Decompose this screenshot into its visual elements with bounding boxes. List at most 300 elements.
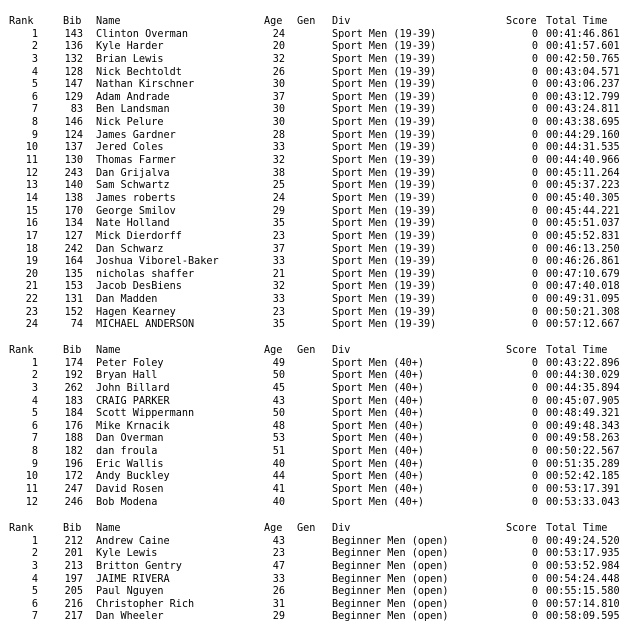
table-row	[0, 142, 640, 155]
cell-score: 0	[531, 104, 538, 116]
cell-div: Sport Men (19-39)	[332, 319, 437, 331]
cell-score: 0	[531, 53, 538, 65]
cell-div: Sport Men (19-39)	[332, 306, 437, 318]
cell-time: 00:49:58.263	[546, 433, 620, 445]
cell-name: Scott Wippermann	[96, 408, 195, 420]
cell-bib: 136	[64, 41, 83, 53]
cell-rank: 6	[31, 598, 38, 610]
cell-score: 0	[531, 471, 538, 483]
cell-bib: 197	[64, 573, 83, 585]
results-table-sport-men-40plus	[0, 345, 640, 509]
cell-time: 00:45:44.221	[546, 205, 620, 217]
cell-rank: 14	[25, 192, 38, 204]
cell-age: 49	[272, 357, 285, 369]
column-header-age: Age	[264, 16, 283, 27]
cell-score: 0	[531, 243, 538, 255]
cell-name: George Smilov	[96, 205, 176, 217]
cell-div: Beginner Men (open)	[332, 560, 449, 572]
cell-age: 43	[272, 535, 285, 547]
cell-time: 00:43:06.237	[546, 79, 620, 91]
table-row	[0, 244, 640, 257]
cell-time: 00:45:37.223	[546, 180, 620, 192]
cell-div: Sport Men (40+)	[332, 433, 425, 445]
results-table-sport-men-19-39	[0, 16, 640, 332]
cell-time: 00:51:35.289	[546, 458, 620, 470]
cell-score: 0	[531, 598, 538, 610]
cell-rank: 23	[25, 306, 38, 318]
table-header-row	[0, 16, 640, 29]
cell-score: 0	[531, 496, 538, 508]
cell-bib: 83	[70, 104, 83, 116]
cell-rank: 5	[31, 408, 38, 420]
cell-rank: 21	[25, 281, 38, 293]
cell-time: 00:44:30.029	[546, 370, 620, 382]
cell-rank: 12	[25, 167, 38, 179]
cell-score: 0	[531, 548, 538, 560]
cell-div: Sport Men (40+)	[332, 370, 425, 382]
cell-div: Sport Men (40+)	[332, 357, 425, 369]
cell-score: 0	[531, 230, 538, 242]
cell-score: 0	[531, 117, 538, 129]
cell-bib: 188	[64, 433, 83, 445]
cell-time: 00:53:33.043	[546, 496, 620, 508]
cell-div: Beginner Men (open)	[332, 611, 449, 623]
cell-rank: 19	[25, 256, 38, 268]
cell-name: Andrew Caine	[96, 535, 170, 547]
cell-time: 00:44:35.894	[546, 382, 620, 394]
table-header-row	[0, 523, 640, 536]
cell-rank: 20	[25, 268, 38, 280]
cell-name: James Gardner	[96, 129, 176, 141]
cell-bib: 137	[64, 142, 83, 154]
table-row	[0, 79, 640, 92]
cell-div: Sport Men (19-39)	[332, 205, 437, 217]
cell-name: Hagen Kearney	[96, 306, 176, 318]
table-row	[0, 574, 640, 587]
table-row	[0, 104, 640, 117]
cell-rank: 7	[31, 611, 38, 623]
table-row	[0, 396, 640, 409]
column-header-rank: Rank	[9, 345, 34, 356]
cell-name: JAIME RIVERA	[96, 573, 170, 585]
cell-rank: 2	[31, 370, 38, 382]
cell-div: Sport Men (19-39)	[332, 294, 437, 306]
cell-bib: 205	[64, 586, 83, 598]
cell-bib: 183	[64, 395, 83, 407]
cell-bib: 146	[64, 117, 83, 129]
cell-div: Sport Men (19-39)	[332, 66, 437, 78]
cell-bib: 262	[64, 382, 83, 394]
cell-time: 00:52:42.185	[546, 471, 620, 483]
table-row	[0, 206, 640, 219]
cell-age: 26	[272, 66, 285, 78]
column-header-age: Age	[264, 523, 283, 534]
cell-age: 32	[272, 53, 285, 65]
cell-age: 28	[272, 129, 285, 141]
cell-age: 44	[272, 471, 285, 483]
cell-name: Mike Krnacik	[96, 420, 170, 432]
cell-age: 51	[272, 446, 285, 458]
cell-score: 0	[531, 420, 538, 432]
cell-age: 38	[272, 167, 285, 179]
cell-time: 00:43:38.695	[546, 117, 620, 129]
cell-rank: 4	[31, 395, 38, 407]
cell-bib: 172	[64, 471, 83, 483]
cell-score: 0	[531, 129, 538, 141]
cell-name: Andy Buckley	[96, 471, 170, 483]
cell-age: 50	[272, 408, 285, 420]
cell-div: Sport Men (19-39)	[332, 192, 437, 204]
cell-name: Brian Lewis	[96, 53, 164, 65]
cell-rank: 18	[25, 243, 38, 255]
cell-age: 50	[272, 370, 285, 382]
cell-rank: 15	[25, 205, 38, 217]
cell-name: John Billard	[96, 382, 170, 394]
column-header-name: Name	[96, 523, 121, 534]
cell-bib: 201	[64, 548, 83, 560]
cell-bib: 143	[64, 28, 83, 40]
cell-score: 0	[531, 28, 538, 40]
cell-bib: 182	[64, 446, 83, 458]
cell-bib: 138	[64, 192, 83, 204]
cell-rank: 3	[31, 560, 38, 572]
cell-name: Adam Andrade	[96, 91, 170, 103]
cell-time: 00:48:49.321	[546, 408, 620, 420]
cell-name: Christopher Rich	[96, 598, 195, 610]
table-row	[0, 548, 640, 561]
cell-div: Sport Men (40+)	[332, 408, 425, 420]
cell-age: 21	[272, 268, 285, 280]
table-row	[0, 193, 640, 206]
cell-age: 40	[272, 496, 285, 508]
column-header-gen: Gen	[297, 523, 316, 534]
cell-score: 0	[531, 484, 538, 496]
cell-name: Nathan Kirschner	[96, 79, 195, 91]
cell-name: Dan Overman	[96, 433, 164, 445]
cell-bib: 247	[64, 484, 83, 496]
table-row	[0, 92, 640, 105]
cell-rank: 3	[31, 53, 38, 65]
cell-rank: 9	[31, 458, 38, 470]
cell-div: Sport Men (19-39)	[332, 41, 437, 53]
cell-name: nicholas shaffer	[96, 268, 195, 280]
cell-age: 47	[272, 560, 285, 572]
cell-bib: 124	[64, 129, 83, 141]
column-header-div: Div	[332, 16, 351, 27]
cell-rank: 1	[31, 28, 38, 40]
cell-div: Sport Men (19-39)	[332, 167, 437, 179]
cell-div: Sport Men (19-39)	[332, 142, 437, 154]
column-header-rank: Rank	[9, 523, 34, 534]
cell-div: Sport Men (19-39)	[332, 155, 437, 167]
cell-rank: 6	[31, 420, 38, 432]
cell-age: 20	[272, 41, 285, 53]
cell-time: 00:53:17.391	[546, 484, 620, 496]
cell-score: 0	[531, 306, 538, 318]
table-row	[0, 611, 640, 624]
cell-time: 00:46:26.861	[546, 256, 620, 268]
cell-time: 00:45:07.905	[546, 395, 620, 407]
table-row	[0, 370, 640, 383]
table-row	[0, 218, 640, 231]
cell-time: 00:53:52.984	[546, 560, 620, 572]
cell-name: Dan Madden	[96, 294, 158, 306]
cell-bib: 153	[64, 281, 83, 293]
cell-rank: 5	[31, 79, 38, 91]
table-row	[0, 155, 640, 168]
table-row	[0, 358, 640, 371]
cell-div: Sport Men (19-39)	[332, 129, 437, 141]
cell-bib: 192	[64, 370, 83, 382]
cell-score: 0	[531, 256, 538, 268]
column-header-time: Total Time	[546, 345, 608, 356]
cell-score: 0	[531, 268, 538, 280]
cell-div: Sport Men (19-39)	[332, 281, 437, 293]
column-header-bib: Bib	[63, 523, 82, 534]
cell-time: 00:49:48.343	[546, 420, 620, 432]
table-row	[0, 446, 640, 459]
column-header-score: Score	[506, 345, 537, 356]
cell-bib: 174	[64, 357, 83, 369]
column-header-name: Name	[96, 16, 121, 27]
cell-rank: 8	[31, 117, 38, 129]
table-row	[0, 484, 640, 497]
cell-name: Nate Holland	[96, 218, 170, 230]
table-row	[0, 599, 640, 612]
table-row	[0, 383, 640, 396]
cell-time: 00:43:04.571	[546, 66, 620, 78]
cell-rank: 11	[25, 155, 38, 167]
cell-bib: 129	[64, 91, 83, 103]
cell-div: Sport Men (40+)	[332, 458, 425, 470]
cell-name: Dan Schwarz	[96, 243, 164, 255]
cell-name: dan froula	[96, 446, 158, 458]
cell-name: Kyle Lewis	[96, 548, 158, 560]
cell-div: Sport Men (19-39)	[332, 79, 437, 91]
cell-rank: 13	[25, 180, 38, 192]
cell-bib: 242	[64, 243, 83, 255]
table-row	[0, 421, 640, 434]
cell-score: 0	[531, 218, 538, 230]
cell-score: 0	[531, 281, 538, 293]
cell-div: Sport Men (40+)	[332, 395, 425, 407]
table-row	[0, 459, 640, 472]
cell-score: 0	[531, 382, 538, 394]
cell-score: 0	[531, 192, 538, 204]
cell-age: 33	[272, 256, 285, 268]
cell-div: Sport Men (19-39)	[332, 268, 437, 280]
cell-time: 00:54:24.448	[546, 573, 620, 585]
cell-score: 0	[531, 205, 538, 217]
cell-div: Beginner Men (open)	[332, 598, 449, 610]
cell-bib: 176	[64, 420, 83, 432]
cell-div: Sport Men (40+)	[332, 484, 425, 496]
table-row	[0, 168, 640, 181]
cell-score: 0	[531, 458, 538, 470]
cell-time: 00:43:12.799	[546, 91, 620, 103]
cell-rank: 22	[25, 294, 38, 306]
cell-rank: 10	[25, 471, 38, 483]
cell-div: Sport Men (19-39)	[332, 230, 437, 242]
cell-score: 0	[531, 79, 538, 91]
cell-age: 41	[272, 484, 285, 496]
cell-time: 00:50:21.308	[546, 306, 620, 318]
cell-div: Sport Men (19-39)	[332, 91, 437, 103]
cell-score: 0	[531, 395, 538, 407]
cell-name: Jered Coles	[96, 142, 164, 154]
cell-name: Clinton Overman	[96, 28, 189, 40]
cell-bib: 147	[64, 79, 83, 91]
cell-bib: 130	[64, 155, 83, 167]
cell-div: Sport Men (19-39)	[332, 218, 437, 230]
cell-rank: 2	[31, 548, 38, 560]
column-header-time: Total Time	[546, 523, 608, 534]
cell-bib: 127	[64, 230, 83, 242]
cell-div: Sport Men (19-39)	[332, 28, 437, 40]
cell-age: 43	[272, 395, 285, 407]
cell-age: 23	[272, 230, 285, 242]
table-row	[0, 54, 640, 67]
cell-bib: 135	[64, 268, 83, 280]
cell-bib: 213	[64, 560, 83, 572]
cell-name: Kyle Harder	[96, 41, 164, 53]
cell-age: 24	[272, 28, 285, 40]
cell-name: Peter Foley	[96, 357, 164, 369]
column-header-score: Score	[506, 523, 537, 534]
cell-score: 0	[531, 180, 538, 192]
cell-age: 25	[272, 180, 285, 192]
cell-age: 37	[272, 91, 285, 103]
table-row	[0, 497, 640, 510]
table-row	[0, 307, 640, 320]
cell-age: 26	[272, 586, 285, 598]
cell-score: 0	[531, 41, 538, 53]
cell-name: Joshua Viborel-Baker	[96, 256, 219, 268]
table-row	[0, 41, 640, 54]
cell-time: 00:46:13.250	[546, 243, 620, 255]
cell-score: 0	[531, 370, 538, 382]
table-row	[0, 294, 640, 307]
cell-rank: 2	[31, 41, 38, 53]
table-row	[0, 130, 640, 143]
table-row	[0, 67, 640, 80]
cell-name: Paul Nguyen	[96, 586, 164, 598]
column-header-score: Score	[506, 16, 537, 27]
cell-age: 48	[272, 420, 285, 432]
cell-div: Sport Men (19-39)	[332, 256, 437, 268]
cell-rank: 7	[31, 104, 38, 116]
cell-time: 00:57:12.667	[546, 319, 620, 331]
cell-score: 0	[531, 433, 538, 445]
table-row	[0, 180, 640, 193]
cell-age: 33	[272, 294, 285, 306]
cell-time: 00:45:52.831	[546, 230, 620, 242]
cell-rank: 16	[25, 218, 38, 230]
cell-rank: 5	[31, 586, 38, 598]
cell-bib: 74	[70, 319, 83, 331]
cell-div: Beginner Men (open)	[332, 548, 449, 560]
cell-rank: 12	[25, 496, 38, 508]
cell-name: Bryan Hall	[96, 370, 158, 382]
column-header-bib: Bib	[63, 16, 82, 27]
cell-rank: 4	[31, 573, 38, 585]
table-row	[0, 281, 640, 294]
cell-time: 00:44:31.535	[546, 142, 620, 154]
cell-age: 33	[272, 142, 285, 154]
column-header-name: Name	[96, 345, 121, 356]
table-row	[0, 433, 640, 446]
table-row	[0, 256, 640, 269]
cell-name: Sam Schwartz	[96, 180, 170, 192]
cell-time: 00:49:31.095	[546, 294, 620, 306]
cell-rank: 1	[31, 535, 38, 547]
cell-age: 29	[272, 611, 285, 623]
cell-name: Dan Wheeler	[96, 611, 164, 623]
cell-time: 00:49:24.520	[546, 535, 620, 547]
cell-div: Sport Men (19-39)	[332, 53, 437, 65]
cell-bib: 140	[64, 180, 83, 192]
cell-name: MICHAEL ANDERSON	[96, 319, 195, 331]
table-row	[0, 319, 640, 332]
cell-score: 0	[531, 294, 538, 306]
cell-div: Sport Men (40+)	[332, 446, 425, 458]
cell-rank: 1	[31, 357, 38, 369]
cell-score: 0	[531, 446, 538, 458]
cell-age: 53	[272, 433, 285, 445]
cell-bib: 164	[64, 256, 83, 268]
cell-time: 00:45:40.305	[546, 192, 620, 204]
cell-div: Sport Men (40+)	[332, 471, 425, 483]
cell-score: 0	[531, 535, 538, 547]
cell-time: 00:55:15.580	[546, 586, 620, 598]
cell-age: 30	[272, 79, 285, 91]
cell-age: 29	[272, 205, 285, 217]
cell-score: 0	[531, 155, 538, 167]
cell-time: 00:43:24.811	[546, 104, 620, 116]
cell-name: Mick Dierdorff	[96, 230, 182, 242]
cell-name: Jacob DesBiens	[96, 281, 182, 293]
cell-div: Sport Men (19-39)	[332, 243, 437, 255]
table-row	[0, 471, 640, 484]
cell-bib: 217	[64, 611, 83, 623]
table-row	[0, 561, 640, 574]
column-header-bib: Bib	[63, 345, 82, 356]
cell-bib: 170	[64, 205, 83, 217]
cell-name: Bob Modena	[96, 496, 158, 508]
cell-age: 30	[272, 117, 285, 129]
cell-age: 30	[272, 104, 285, 116]
cell-bib: 132	[64, 53, 83, 65]
cell-score: 0	[531, 319, 538, 331]
cell-score: 0	[531, 560, 538, 572]
results-table-beginner-men-open	[0, 523, 640, 624]
cell-score: 0	[531, 611, 538, 623]
cell-age: 37	[272, 243, 285, 255]
cell-name: David Rosen	[96, 484, 164, 496]
cell-div: Sport Men (19-39)	[332, 104, 437, 116]
cell-age: 35	[272, 319, 285, 331]
cell-bib: 246	[64, 496, 83, 508]
cell-name: Nick Bechtoldt	[96, 66, 182, 78]
cell-time: 00:44:40.966	[546, 155, 620, 167]
cell-time: 00:41:46.861	[546, 28, 620, 40]
table-row	[0, 231, 640, 244]
table-row	[0, 29, 640, 42]
cell-time: 00:47:40.018	[546, 281, 620, 293]
cell-name: Eric Wallis	[96, 458, 164, 470]
cell-age: 33	[272, 573, 285, 585]
cell-rank: 7	[31, 433, 38, 445]
